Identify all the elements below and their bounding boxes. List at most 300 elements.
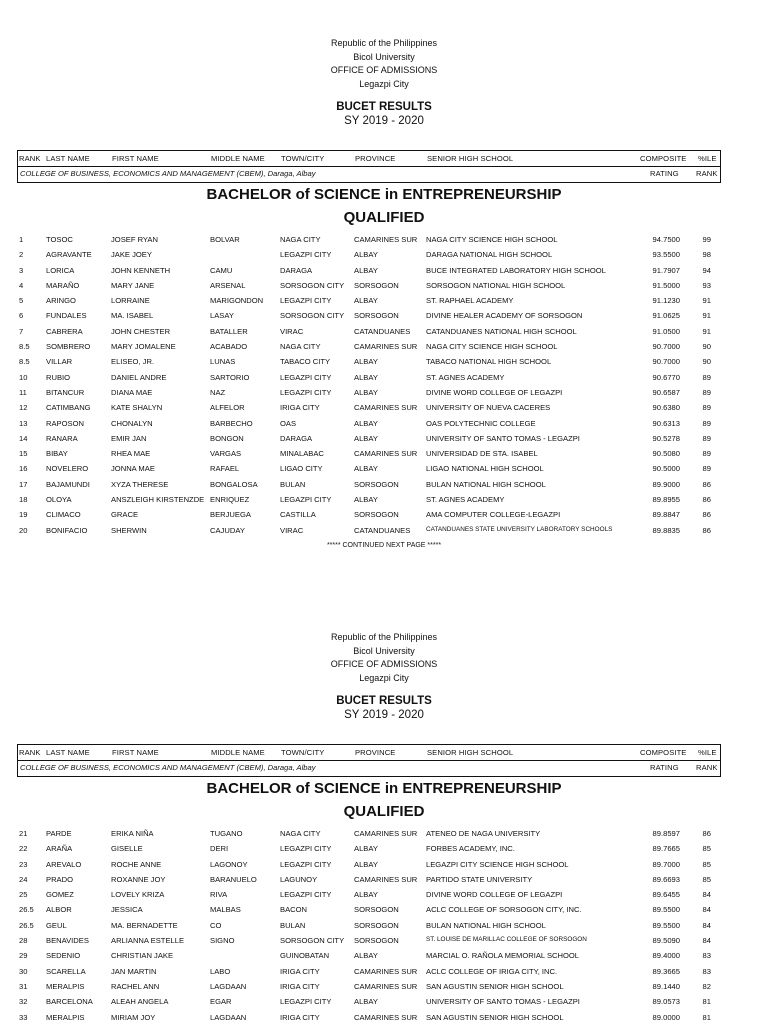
cell-middle: ALFELOR — [210, 403, 245, 413]
cell-town: TABACO CITY — [280, 357, 331, 367]
cell-middle: BATALLER — [210, 326, 248, 336]
table-row — [0, 979, 768, 994]
cell-shs: ST. AGNES ACADEMY — [426, 372, 505, 382]
cell-rank: 26.5 — [19, 905, 34, 915]
cell-prov: ALBAY — [354, 495, 378, 505]
col-town: TOWN/CITY — [281, 154, 325, 163]
cell-rank: 8.5 — [19, 342, 30, 352]
cell-shs: TABACO NATIONAL HIGH SCHOOL — [426, 357, 552, 367]
cell-rank: 2 — [19, 250, 24, 260]
table-row — [0, 523, 768, 538]
cell-pct: 85 — [702, 844, 711, 854]
col-middle-name: MIDDLE NAME — [211, 748, 265, 757]
cell-middle: BOLVAR — [210, 235, 240, 244]
cell-pct: 90 — [702, 357, 711, 367]
cell-last: BAJAMUNDI — [46, 479, 90, 489]
cell-town: LIGAO CITY — [280, 464, 323, 474]
header-divider — [18, 166, 720, 167]
cell-comp: 90.6380 — [652, 403, 680, 413]
table-row — [0, 400, 768, 415]
cell-town: GUINOBATAN — [280, 951, 330, 961]
cell-first: JOSEF RYAN — [111, 235, 158, 244]
cell-first: RACHEL ANN — [111, 981, 160, 991]
cell-first: GRACE — [111, 510, 139, 520]
table-row — [0, 872, 768, 887]
cell-rank: 1 — [19, 235, 24, 244]
cell-comp: 89.3665 — [652, 966, 680, 976]
table-row — [0, 964, 768, 979]
cell-last: NOVELERO — [46, 464, 89, 474]
cell-pct: 93 — [702, 280, 711, 290]
cell-shs: DIVINE WORD COLLEGE OF LEGAZPI — [426, 890, 563, 900]
cell-first: LORRAINE — [111, 296, 150, 306]
cell-first: MARY JANE — [111, 280, 155, 290]
cell-comp: 91.0500 — [652, 326, 680, 336]
cell-shs: ST. AGNES ACADEMY — [426, 495, 505, 505]
results-title: BUCET RESULTS — [336, 695, 432, 707]
college-name: COLLEGE OF BUSINESS, ECONOMICS AND MANAGEMENT (CBEM), Daraga, Albay — [20, 763, 316, 772]
cell-pct: 89 — [702, 387, 711, 397]
cell-rank: 6 — [19, 311, 24, 321]
office-line: OFFICE OF ADMISSIONS — [330, 65, 438, 75]
cell-middle: DERI — [210, 844, 229, 854]
cell-shs: BULAN NATIONAL HIGH SCHOOL — [426, 479, 546, 489]
cell-last: AREVALO — [46, 859, 82, 869]
col-last-name: LAST NAME — [46, 154, 90, 163]
cell-town: SORSOGON CITY — [280, 311, 345, 321]
cell-first: JAN MARTIN — [111, 966, 157, 976]
cell-prov: CAMARINES SUR — [354, 235, 418, 244]
cell-rank: 8.5 — [19, 357, 30, 367]
cell-comp: 89.0573 — [652, 997, 680, 1007]
cell-town: DARAGA — [280, 433, 313, 443]
cell-prov: SORSOGON — [354, 280, 399, 290]
cell-last: AGRAVANTE — [46, 250, 92, 260]
cell-comp: 94.7500 — [652, 235, 680, 244]
cell-first: JOHN CHESTER — [111, 326, 171, 336]
cell-town: LEGAZPI CITY — [280, 296, 332, 306]
cell-middle: LAGDAAN — [210, 981, 247, 991]
cell-comp: 90.5278 — [652, 433, 680, 443]
table-row — [0, 994, 768, 1009]
cell-town: IRIGA CITY — [280, 1012, 320, 1022]
cell-middle: LAGDAAN — [210, 1012, 247, 1022]
cell-first: CHONALYN — [111, 418, 153, 428]
table-row — [0, 826, 768, 841]
cell-rank: 20 — [19, 525, 28, 535]
table-row — [0, 461, 768, 476]
cell-middle: SIGNO — [210, 936, 235, 946]
cell-town: IRIGA CITY — [280, 966, 320, 976]
cell-prov: CAMARINES SUR — [354, 449, 418, 459]
col-province: PROVINCE — [355, 154, 396, 163]
cell-comp: 89.9000 — [652, 479, 680, 489]
cell-middle: ENRIQUEZ — [210, 495, 250, 505]
cell-shs: OAS POLYTECHNIC COLLEGE — [426, 418, 536, 428]
cell-first: JOHN KENNETH — [111, 265, 171, 275]
col-rank: RANK — [19, 154, 41, 163]
cell-prov: CAMARINES SUR — [354, 342, 418, 352]
table-row — [0, 247, 768, 262]
cell-town: LEGAZPI CITY — [280, 844, 332, 854]
cell-pct: 91 — [702, 296, 711, 306]
cell-pct: 84 — [702, 890, 711, 900]
cell-rank: 21 — [19, 829, 28, 838]
cell-shs: BULAN NATIONAL HIGH SCHOOL — [426, 920, 546, 930]
table-row — [0, 232, 768, 247]
cell-last: CATIMBANG — [46, 403, 91, 413]
cell-prov: ALBAY — [354, 433, 378, 443]
cell-shs: FORBES ACADEMY, INC. — [426, 844, 515, 854]
cell-prov: CAMARINES SUR — [354, 981, 418, 991]
cell-prov: ALBAY — [354, 296, 378, 306]
cell-comp: 90.5080 — [652, 449, 680, 459]
cell-rank: 25 — [19, 890, 28, 900]
cell-first: MA. BERNADETTE — [111, 920, 178, 930]
cell-rank: 22 — [19, 844, 28, 854]
cell-rank: 10 — [19, 372, 28, 382]
cell-comp: 89.7000 — [652, 859, 680, 869]
cell-middle: NAZ — [210, 387, 226, 397]
continued-note: ***** CONTINUED NEXT PAGE ***** — [326, 542, 442, 549]
cell-last: PRADO — [46, 874, 74, 884]
cell-shs: PARTIDO STATE UNIVERSITY — [426, 874, 533, 884]
cell-prov: CATANDUANES — [354, 326, 411, 336]
cell-shs: LIGAO NATIONAL HIGH SCHOOL — [426, 464, 544, 474]
cell-rank: 7 — [19, 326, 24, 336]
cell-rank: 3 — [19, 265, 24, 275]
cell-prov: SORSOGON — [354, 920, 399, 930]
cell-last: BENAVIDES — [46, 936, 89, 946]
cell-pct: 83 — [702, 951, 711, 961]
cell-shs: MARCIAL O. RAÑOLA MEMORIAL SCHOOL — [426, 951, 580, 961]
col-shs: SENIOR HIGH SCHOOL — [427, 154, 514, 163]
cell-rank: 16 — [19, 464, 28, 474]
cell-comp: 89.8835 — [652, 525, 680, 535]
cell-comp: 90.6587 — [652, 387, 680, 397]
cell-pct: 86 — [702, 495, 711, 505]
cell-last: MERALPIS — [46, 1012, 85, 1022]
cell-last: RUBIO — [46, 372, 71, 382]
cell-shs: ATENEO DE NAGA UNIVERSITY — [426, 829, 541, 838]
cell-pct: 85 — [702, 874, 711, 884]
cell-comp: 90.5000 — [652, 464, 680, 474]
table-row — [0, 278, 768, 293]
cell-town: BACON — [280, 905, 308, 915]
cell-last: BITANCUR — [46, 387, 85, 397]
cell-first: EMIR JAN — [111, 433, 147, 443]
cell-prov: ALBAY — [354, 464, 378, 474]
results-table — [0, 826, 768, 1025]
cell-pct: 84 — [702, 920, 711, 930]
cell-town: VIRAC — [280, 326, 304, 336]
cell-shs: SAN AGUSTIN SENIOR HIGH SCHOOL — [426, 981, 564, 991]
cell-town: LEGAZPI CITY — [280, 890, 332, 900]
cell-shs: UNIVERSITY OF NUEVA CACERES — [426, 403, 551, 413]
cell-prov: ALBAY — [354, 372, 378, 382]
table-row — [0, 507, 768, 522]
cell-shs: DIVINE WORD COLLEGE OF LEGAZPI — [426, 387, 563, 397]
cell-middle: EGAR — [210, 997, 232, 1007]
cell-first: ROCHE ANNE — [111, 859, 162, 869]
cell-last: SCARELLA — [46, 966, 86, 976]
table-row — [0, 477, 768, 492]
col-shs: SENIOR HIGH SCHOOL — [427, 748, 514, 757]
cell-prov: SORSOGON — [354, 510, 399, 520]
cell-prov: CAMARINES SUR — [354, 874, 418, 884]
cell-prov: ALBAY — [354, 844, 378, 854]
cell-last: PARDE — [46, 829, 72, 838]
cell-last: CLIMACO — [46, 510, 81, 520]
cell-prov: ALBAY — [354, 265, 378, 275]
table-row — [0, 902, 768, 917]
cell-rank: 33 — [19, 1012, 28, 1022]
table-row — [0, 1010, 768, 1025]
cell-rank: 19 — [19, 510, 28, 520]
results-table — [0, 232, 768, 538]
cell-last: GOMEZ — [46, 890, 74, 900]
cell-rank: 24 — [19, 874, 28, 884]
col-town: TOWN/CITY — [281, 748, 325, 757]
cell-first: LOVELY KRIZA — [111, 890, 165, 900]
office-line: OFFICE OF ADMISSIONS — [330, 659, 438, 669]
program-title: BACHELOR of SCIENCE in ENTREPRENEURSHIP — [206, 186, 562, 203]
cell-pct: 94 — [702, 265, 711, 275]
col-first-name: FIRST NAME — [112, 748, 159, 757]
cell-pct: 89 — [702, 449, 711, 459]
cell-town: LEGAZPI CITY — [280, 372, 332, 382]
status-heading: QUALIFIED — [343, 803, 425, 820]
col-pct-rank: RANK — [696, 763, 718, 772]
cell-first: MA. ISABEL — [111, 311, 154, 321]
cell-last: VILLAR — [46, 357, 73, 367]
cell-rank: 15 — [19, 449, 28, 459]
cell-middle: VARGAS — [210, 449, 242, 459]
table-row — [0, 841, 768, 856]
cell-rank: 4 — [19, 280, 24, 290]
cell-first: MIRIAM JOY — [111, 1012, 156, 1022]
cell-pct: 89 — [702, 418, 711, 428]
col-province: PROVINCE — [355, 748, 396, 757]
table-row — [0, 431, 768, 446]
cell-pct: 89 — [702, 372, 711, 382]
cell-town: IRIGA CITY — [280, 981, 320, 991]
cell-prov: ALBAY — [354, 997, 378, 1007]
table-row — [0, 293, 768, 308]
cell-shs: ACLC COLLEGE OF SORSOGON CITY, INC. — [426, 905, 582, 915]
cell-middle: TUGANO — [210, 829, 243, 838]
cell-shs: DARAGA NATIONAL HIGH SCHOOL — [426, 250, 553, 260]
cell-prov: ALBAY — [354, 951, 378, 961]
cell-last: BARCELONA — [46, 997, 93, 1007]
cell-first: DANIEL ANDRE — [111, 372, 167, 382]
cell-middle: MALBAS — [210, 905, 241, 915]
cell-prov: SORSOGON — [354, 905, 399, 915]
program-title: BACHELOR of SCIENCE in ENTREPRENEURSHIP — [206, 780, 562, 797]
cell-pct: 84 — [702, 905, 711, 915]
cell-last: GEUL — [46, 920, 67, 930]
cell-comp: 90.6313 — [652, 418, 680, 428]
cell-prov: ALBAY — [354, 387, 378, 397]
cell-rank: 32 — [19, 997, 28, 1007]
cell-pct: 91 — [702, 326, 711, 336]
cell-shs: CATANDUANES NATIONAL HIGH SCHOOL — [426, 326, 577, 336]
cell-prov: ALBAY — [354, 859, 378, 869]
col-pct: %ILE — [698, 748, 717, 757]
cell-shs: UNIVERSITY OF SANTO TOMAS - LEGAZPI — [426, 997, 580, 1007]
cell-pct: 81 — [702, 997, 711, 1007]
cell-shs: LEGAZPI CITY SCIENCE HIGH SCHOOL — [426, 859, 569, 869]
cell-first: ARLIANNA ESTELLE — [111, 936, 185, 946]
cell-prov: CAMARINES SUR — [354, 1012, 418, 1022]
col-pct-rank: RANK — [696, 169, 718, 178]
table-row — [0, 948, 768, 963]
cell-shs: NAGA CITY SCIENCE HIGH SCHOOL — [426, 235, 558, 244]
cell-first: CHRISTIAN JAKE — [111, 951, 174, 961]
cell-middle: LUNAS — [210, 357, 236, 367]
cell-town: BULAN — [280, 920, 306, 930]
school-year: SY 2019 - 2020 — [344, 709, 424, 721]
cell-first: ROXANNE JOY — [111, 874, 166, 884]
cell-pct: 89 — [702, 433, 711, 443]
col-pct: %ILE — [698, 154, 717, 163]
col-rank: RANK — [19, 748, 41, 757]
cell-middle: RIVA — [210, 890, 228, 900]
cell-pct: 86 — [702, 510, 711, 520]
cell-comp: 91.7907 — [652, 265, 680, 275]
column-header-box — [17, 150, 721, 183]
table-row — [0, 933, 768, 948]
table-row — [0, 887, 768, 902]
cell-first: ELISEO, JR. — [111, 357, 155, 367]
cell-comp: 93.5500 — [652, 250, 680, 260]
cell-last: RAPOSON — [46, 418, 84, 428]
cell-shs: ACLC COLLEGE OF IRIGA CITY, INC. — [426, 966, 558, 976]
table-row — [0, 918, 768, 933]
cell-comp: 89.8955 — [652, 495, 680, 505]
cell-pct: 86 — [702, 525, 711, 535]
cell-town: MINALABAC — [280, 449, 324, 459]
cell-pct: 98 — [702, 250, 711, 260]
cell-rank: 13 — [19, 418, 28, 428]
cell-pct: 81 — [702, 1012, 711, 1022]
cell-comp: 89.6693 — [652, 874, 680, 884]
cell-rank: 11 — [19, 387, 27, 397]
cell-first: MARY JOMALENE — [111, 342, 176, 352]
cell-shs: UNIVERSITY OF SANTO TOMAS - LEGAZPI — [426, 433, 580, 443]
table-row — [0, 492, 768, 507]
cell-last: RANARA — [46, 433, 78, 443]
cell-shs: AMA COMPUTER COLLEGE-LEGAZPI — [426, 510, 561, 520]
university-line: Bicol University — [353, 645, 415, 656]
cell-prov: ALBAY — [354, 357, 378, 367]
cell-last: OLOYA — [46, 495, 72, 505]
cell-town: LAGUNOY — [280, 874, 318, 884]
cell-comp: 89.8597 — [652, 829, 680, 838]
cell-middle: ACABADO — [210, 342, 248, 352]
cell-shs: DIVINE HEALER ACADEMY OF SORSOGON — [426, 311, 583, 321]
cell-town: BULAN — [280, 479, 306, 489]
cell-pct: 82 — [702, 981, 711, 991]
cell-middle: BARBECHO — [210, 418, 253, 428]
col-rating: RATING — [650, 169, 679, 178]
cell-pct: 85 — [702, 859, 711, 869]
table-row — [0, 857, 768, 872]
table-row — [0, 354, 768, 369]
cell-shs: NAGA CITY SCIENCE HIGH SCHOOL — [426, 342, 558, 352]
republic-line: Republic of the Philippines — [330, 38, 438, 48]
cell-comp: 91.5000 — [652, 280, 680, 290]
republic-line: Republic of the Philippines — [330, 632, 438, 642]
cell-pct: 83 — [702, 966, 711, 976]
cell-prov: CAMARINES SUR — [354, 829, 418, 838]
col-middle-name: MIDDLE NAME — [211, 154, 265, 163]
table-row — [0, 385, 768, 400]
cell-comp: 89.0000 — [652, 1012, 680, 1022]
cell-middle: CO — [210, 920, 222, 930]
cell-middle: BONGALOSA — [210, 479, 258, 489]
cell-first: ALEAH ANGELA — [111, 997, 169, 1007]
cell-first: SHERWIN — [111, 525, 147, 535]
cell-comp: 91.1230 — [652, 296, 680, 306]
cell-last: MERALPIS — [46, 981, 85, 991]
status-heading: QUALIFIED — [343, 209, 425, 226]
cell-prov: SORSOGON — [354, 311, 399, 321]
cell-middle: CAJUDAY — [210, 525, 245, 535]
cell-prov: SORSOGON — [354, 936, 399, 946]
cell-prov: CAMARINES SUR — [354, 966, 418, 976]
cell-first: JONNA MAE — [111, 464, 155, 474]
cell-town: VIRAC — [280, 525, 304, 535]
cell-first: XYZA THERESE — [111, 479, 169, 489]
city-line: Legazpi City — [359, 78, 409, 89]
university-line: Bicol University — [353, 51, 415, 62]
table-row — [0, 324, 768, 339]
cell-first: GISELLE — [111, 844, 143, 854]
col-composite: COMPOSITE — [640, 748, 687, 757]
cell-pct: 86 — [702, 829, 711, 838]
cell-shs: UNIVERSIDAD DE STA. ISABEL — [426, 449, 538, 459]
cell-shs: ST. LOUISE DE MARILLAC COLLEGE OF SORSOGON — [426, 936, 587, 944]
cell-last: MARAÑO — [46, 280, 80, 290]
cell-comp: 90.6770 — [652, 372, 680, 382]
college-name: COLLEGE OF BUSINESS, ECONOMICS AND MANAGEMENT (CBEM), Daraga, Albay — [20, 169, 316, 178]
results-title: BUCET RESULTS — [336, 101, 432, 113]
cell-first: ANSZLEIGH KIRSTENZDE — [111, 495, 205, 505]
table-row — [0, 416, 768, 431]
cell-middle: CAMU — [210, 265, 233, 275]
cell-middle: MARIGONDON — [210, 296, 264, 306]
cell-middle: BERJUEGA — [210, 510, 251, 520]
cell-rank: 18 — [19, 495, 28, 505]
cell-rank: 14 — [19, 433, 28, 443]
cell-pct: 91 — [702, 311, 711, 321]
cell-pct: 89 — [702, 464, 711, 474]
cell-comp: 89.5500 — [652, 905, 680, 915]
cell-town: NAGA CITY — [280, 342, 321, 352]
cell-prov: ALBAY — [354, 418, 378, 428]
cell-rank: 31 — [19, 981, 28, 991]
cell-comp: 89.1440 — [652, 981, 680, 991]
cell-rank: 12 — [19, 403, 28, 413]
cell-last: ARINGO — [46, 296, 76, 306]
cell-last: CABRERA — [46, 326, 83, 336]
cell-town: LEGAZPI CITY — [280, 997, 332, 1007]
table-row — [0, 308, 768, 323]
col-rating: RATING — [650, 763, 679, 772]
cell-last: ALBOR — [46, 905, 72, 915]
cell-shs: SAN AGUSTIN SENIOR HIGH SCHOOL — [426, 1012, 564, 1022]
